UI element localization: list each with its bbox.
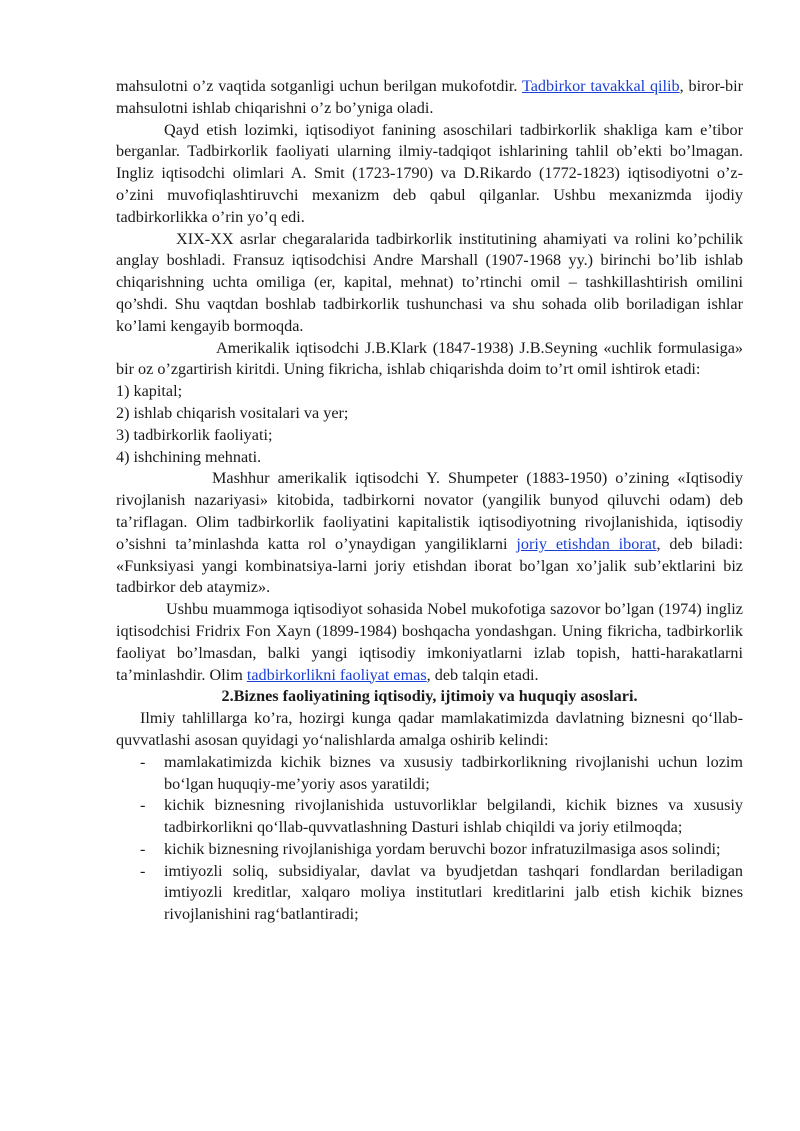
factor-item: 3) tadbirkorlik faoliyati; <box>116 425 273 444</box>
factor-item: 4) ishchining mehnati. <box>116 447 262 466</box>
paragraph-classics: Qayd etish lozimki, iqtisodiyot fanining asoschilari tadbirkorlik shakliga kam e’tibor berganlar. Tadbirkorlik faoliyati ularning ilmiy-tadqiqot ishlarining tahlil ob’ekti bo’lmagan. Ingliz iqtisodchi olimlari A. Smit (1723-1790) va D.Rikardo (1772-1823) iqtisodiyotni o’z-o’zini muvofiqlashtiruvchi mexanizm deb qabul qilganlar. Ushbu mexanizmda ijodiy tadbirkorlikka o’rin yo’q edi. <box>116 120 743 226</box>
factors-list <box>116 381 743 468</box>
paragraph-text: , biror-bir mahsulotni ishlab chiqarishni o’z bo’yniga oladi. <box>116 77 744 117</box>
dash-marker: - <box>140 796 146 815</box>
paragraph-klark: Amerikalik iqtisodchi J.B.Klark (1847-1938) J.B.Seyning «uchlik formulasiga» bir oz o’zgartirish kiritdi. Uning fikricha, ishlab chiqarishda doim to’rt omil ishtirok etadi: <box>116 338 743 379</box>
section-heading: 2.Biznes faoliyatining iqtisodiy, ijtimoiy va huquqiy asoslari. <box>221 687 638 706</box>
link-joriy-etishdan-iborat[interactable]: joriy etishdan iborat <box>516 534 657 553</box>
paragraph-xayn <box>116 599 743 686</box>
dash-marker: - <box>140 752 146 771</box>
paragraph-text: Ushbu muammoga iqtisodiyot sohasida Nobel mukofotiga sazovor bo’lgan (1974) ingliz iqtisodchisi Fridrix Fon Xayn (1899-1984) boshqacha yondashgan. Uning fikricha, tadbirkorlik faoliyat bo’lmasdan, balki yangi iqtisodiy imkoniyatlarni izlab topish, hatti-harakatlarni ta’minlashdir. Olim <box>116 600 743 684</box>
factor-item: 1) kapital; <box>116 382 183 401</box>
list-item <box>116 795 743 839</box>
list-item <box>116 752 743 796</box>
list-item-text: mamlakatimizda kichik biznes va xususiy tadbirkorlikning rivojlanishi uchun lozim bo‘lgan huquqiy-me’yoriy asos yaratildi; <box>164 752 743 793</box>
list-item-text: kichik biznesning rivojlanishiga yordam beruvchi bozor infratuzilmasiga asos solindi; <box>164 839 721 858</box>
paragraph-text: mahsulotni o’z vaqtida sotganligi uchun berilgan mukofotdir. <box>116 77 522 95</box>
link-tadbirkor-tavakkal[interactable]: Tadbirkor tavakkal qilib <box>521 77 680 95</box>
paragraph-text: Mashhur amerikalik iqtisodchi Y. Shumpeter (1883-1950) o’zining «Iqtisodiy rivojlanish nazariyasi» kitobida, tadbirkorni novator (yangilik bunyod qiluvchi odam) deb ta’riflagan. Olim tadbirkorlik faoliyatini kapitalistik iqtisodiyotning rivojlanishida, iqtisodiy o’sishni ta’minlashda katta rol o’ynaydigan yangiliklarni <box>116 469 743 553</box>
dash-marker: - <box>140 861 146 880</box>
factor-item: 2) ishlab chiqarish vositalari va yer; <box>116 403 349 422</box>
paragraph-text: , deb talqin etadi. <box>426 665 539 684</box>
paragraph-marshall: XIX-XX asrlar chegaralarida tadbirkorlik institutining ahamiyati va rolini ko’pchilik anglay boshladi. Fransuz iqtisodchisi Andre Marshall (1907-1968 yy.) birinchi bo’lib ishlab chiqarishning uchta omiliga (er, kapital, mehnat) to’rtinchi omil – tashkillashtirish omilini qo’shdi. Shu vaqtdan boshlab tadbirkorlik tushunchasi va shu sohada olib boriladigan ishlar ko’lami kengayib bormoqda. <box>116 229 743 335</box>
list-item <box>116 839 743 861</box>
document-page <box>116 76 743 926</box>
list-item-text: imtiyozli soliq, subsidiyalar, davlat va byudjetdan tashqari fondlardan beriladigan imtiyozli kreditlar, xalqaro moliya institutlari kreditlarini jalb etish kichik biznes rivojlanishini rag‘batlantiradi; <box>164 861 743 924</box>
paragraph-text: , deb biladi: «Funksiyasi yangi kombinatsiya-larni joriy etishdan iborat bo’lgan xo’jalik sub’ektlarini biz tadbirkor deb ataymiz». <box>116 534 744 597</box>
paragraph-reward <box>116 76 743 120</box>
support-directions-list <box>116 752 743 926</box>
list-item <box>116 861 743 926</box>
link-tadbirkorlikni-faoliyat-emas[interactable]: tadbirkorlikni faoliyat emas <box>246 665 427 684</box>
list-item-text: kichik biznesning rivojlanishida ustuvorliklar belgilandi, kichik biznes va xususiy tadbirkorlikni qo‘llab-quvvatlashning Dasturi ishlab chiqildi va joriy etilmoqda; <box>164 796 743 837</box>
dash-marker: - <box>140 839 146 858</box>
paragraph-shumpeter <box>116 468 743 599</box>
paragraph-support-intro: Ilmiy tahlillarga ko’ra, hozirgi kunga qadar mamlakatimizda davlatning biznesni qo‘llab-quvvatlashi asosan quyidagi yo‘nalishlarda amalga oshirib kelindi: <box>116 709 743 749</box>
